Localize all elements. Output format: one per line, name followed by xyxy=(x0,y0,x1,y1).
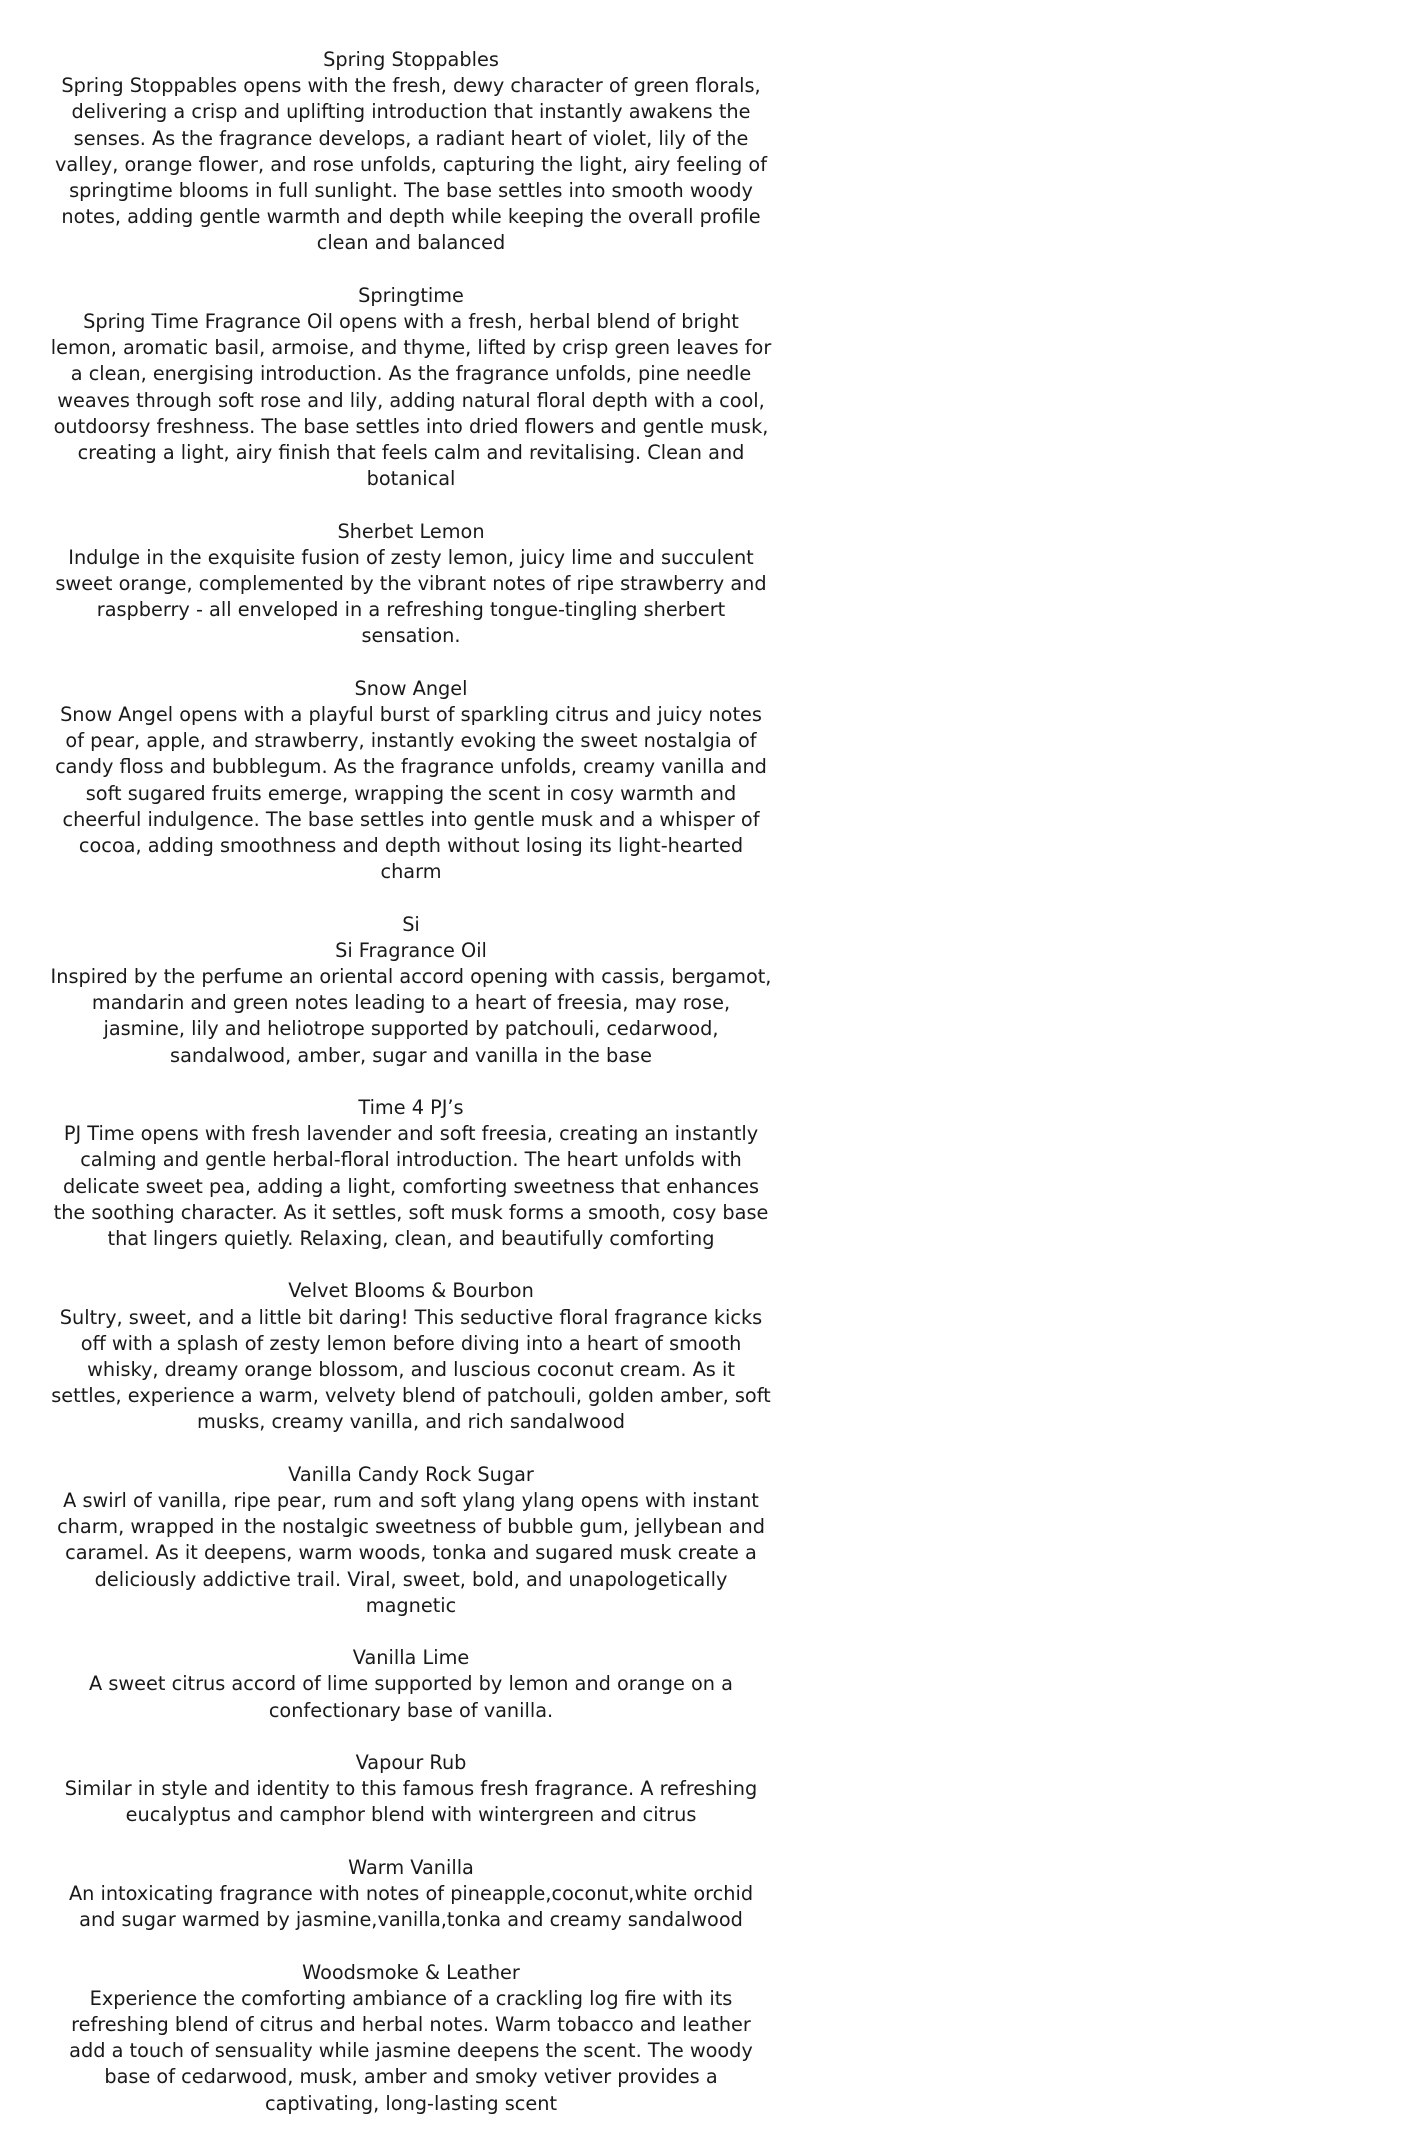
fragrance-entry-woodsmoke-leather xyxy=(50,1960,772,2117)
fragrance-subtitle: Si Fragrance Oil xyxy=(335,938,487,962)
fragrance-entry-vanilla-lime xyxy=(50,1645,772,1724)
fragrance-title: Vapour Rub xyxy=(355,1751,467,1775)
fragrance-entry-vanilla-candy-rock-sugar xyxy=(50,1462,772,1619)
fragrance-entry-time-4-pjs xyxy=(50,1095,772,1252)
fragrance-entry-si xyxy=(50,912,772,1069)
fragrance-title: Warm Vanilla xyxy=(348,1855,474,1879)
fragrance-description: Spring Stoppables opens with the fresh, dewy character of green florals, delivering a crisp and uplifting introduction that instantly awakens the senses. As the fragrance develops, a radiant heart of violet, lily of the valley, orange flower, and rose unfolds, capturing the light, airy feeling of springtime blooms in full sunlight. The base settles into smooth woody notes, adding gentle warmth and depth while keeping the overall profile clean and balanced xyxy=(55,74,767,255)
fragrance-title: Sherbet Lemon xyxy=(337,519,485,543)
fragrance-title: Snow Angel xyxy=(354,676,468,700)
fragrance-entry-vapour-rub xyxy=(50,1750,772,1829)
fragrance-description: PJ Time opens with fresh lavender and soft freesia, creating an instantly calming and gentle herbal-floral introduction. The heart unfolds with delicate sweet pea, adding a light, comforting sweetness that enhances the soothing character. As it settles, soft musk forms a smooth, cosy base that lingers quietly. Relaxing, clean, and beautifully comforting xyxy=(53,1122,769,1251)
fragrance-description: A sweet citrus accord of lime supported by lemon and orange on a confectionary base of vanilla. xyxy=(89,1672,733,1722)
fragrance-description: Similar in style and identity to this famous fresh fragrance. A refreshing eucalyptus and camphor blend with wintergreen and citrus xyxy=(64,1777,758,1827)
fragrance-description: An intoxicating fragrance with notes of pineapple,coconut,white orchid and sugar warmed by jasmine,vanilla,tonka and creamy sandalwood xyxy=(68,1882,754,1932)
fragrance-description: A swirl of vanilla, ripe pear, rum and soft ylang ylang opens with instant charm, wrapped in the nostalgic sweetness of bubble gum, jellybean and caramel. As it deepens, warm woods, tonka and sugared musk create a deliciously addictive trail. Viral, sweet, bold, and unapologetically magnetic xyxy=(57,1489,765,1617)
fragrance-title: Spring Stoppables xyxy=(323,48,499,71)
fragrance-title: Time 4 PJ’s xyxy=(358,1096,464,1120)
fragrance-title: Velvet Blooms & Bourbon xyxy=(288,1279,534,1303)
fragrance-title: Vanilla Lime xyxy=(352,1646,470,1670)
fragrance-entry-springtime xyxy=(50,283,772,493)
fragrance-entry-velvet-blooms-bourbon xyxy=(50,1278,772,1435)
fragrance-description: Experience the comforting ambiance of a crackling log fire with its refreshing blend of citrus and herbal notes. Warm tobacco and leather add a touch of sensuality while jasmine deepens the scent. The woody base of cedarwood, musk, amber and smoky vetiver provides a captivating, long-lasting scent xyxy=(69,1986,753,2115)
fragrance-entry-snow-angel xyxy=(50,676,772,886)
fragrance-title: Springtime xyxy=(358,283,464,307)
fragrance-entry-spring-stoppables xyxy=(50,47,772,257)
fragrance-description: Snow Angel opens with a playful burst of sparkling citrus and juicy notes of pear, apple, and strawberry, instantly evoking the sweet nostalgia of candy floss and bubblegum. As the fragrance unfolds, creamy vanilla and soft sugared fruits emerge, wrapping the scent in cosy warmth and cheerful indulgence. The base settles into gentle musk and a whisper of cocoa, adding smoothness and depth without losing its light-hearted charm xyxy=(55,703,767,884)
fragrance-title: Vanilla Candy Rock Sugar xyxy=(288,1462,534,1486)
fragrance-list xyxy=(50,47,772,2143)
fragrance-description: Indulge in the exquisite fusion of zesty lemon, juicy lime and succulent sweet orange, complemented by the vibrant notes of ripe strawberry and raspberry - all enveloped in a refreshing tongue-tingling sherbert sensation. xyxy=(55,545,767,648)
fragrance-description: Sultry, sweet, and a little bit daring! This seductive floral fragrance kicks off with a splash of zesty lemon before diving into a heart of smooth whisky, dreamy orange blossom, and luscious coconut cream. As it settles, experience a warm, velvety blend of patchouli, golden amber, soft musks, creamy vanilla, and rich sandalwood xyxy=(51,1305,771,1434)
fragrance-description: Inspired by the perfume an oriental accord opening with cassis, bergamot, mandarin and green notes leading to a heart of freesia, may rose, jasmine, lily and heliotrope supported by patchouli, cedarwood, sandalwood, amber, sugar and vanilla in the base xyxy=(50,965,772,1067)
fragrance-entry-sherbet-lemon xyxy=(50,519,772,650)
fragrance-title: Si xyxy=(402,912,420,936)
fragrance-title: Woodsmoke & Leather xyxy=(302,1960,520,1984)
fragrance-entry-warm-vanilla xyxy=(50,1855,772,1934)
fragrance-description: Spring Time Fragrance Oil opens with a fresh, herbal blend of bright lemon, aromatic basil, armoise, and thyme, lifted by crisp green leaves for a clean, energising introduction. As the fragrance unfolds, pine needle weaves through soft rose and lily, adding natural floral depth with a cool, outdoorsy freshness. The base settles into dried flowers and gentle musk, creating a light, airy finish that feels calm and revitalising. Clean and botanical xyxy=(50,310,772,491)
